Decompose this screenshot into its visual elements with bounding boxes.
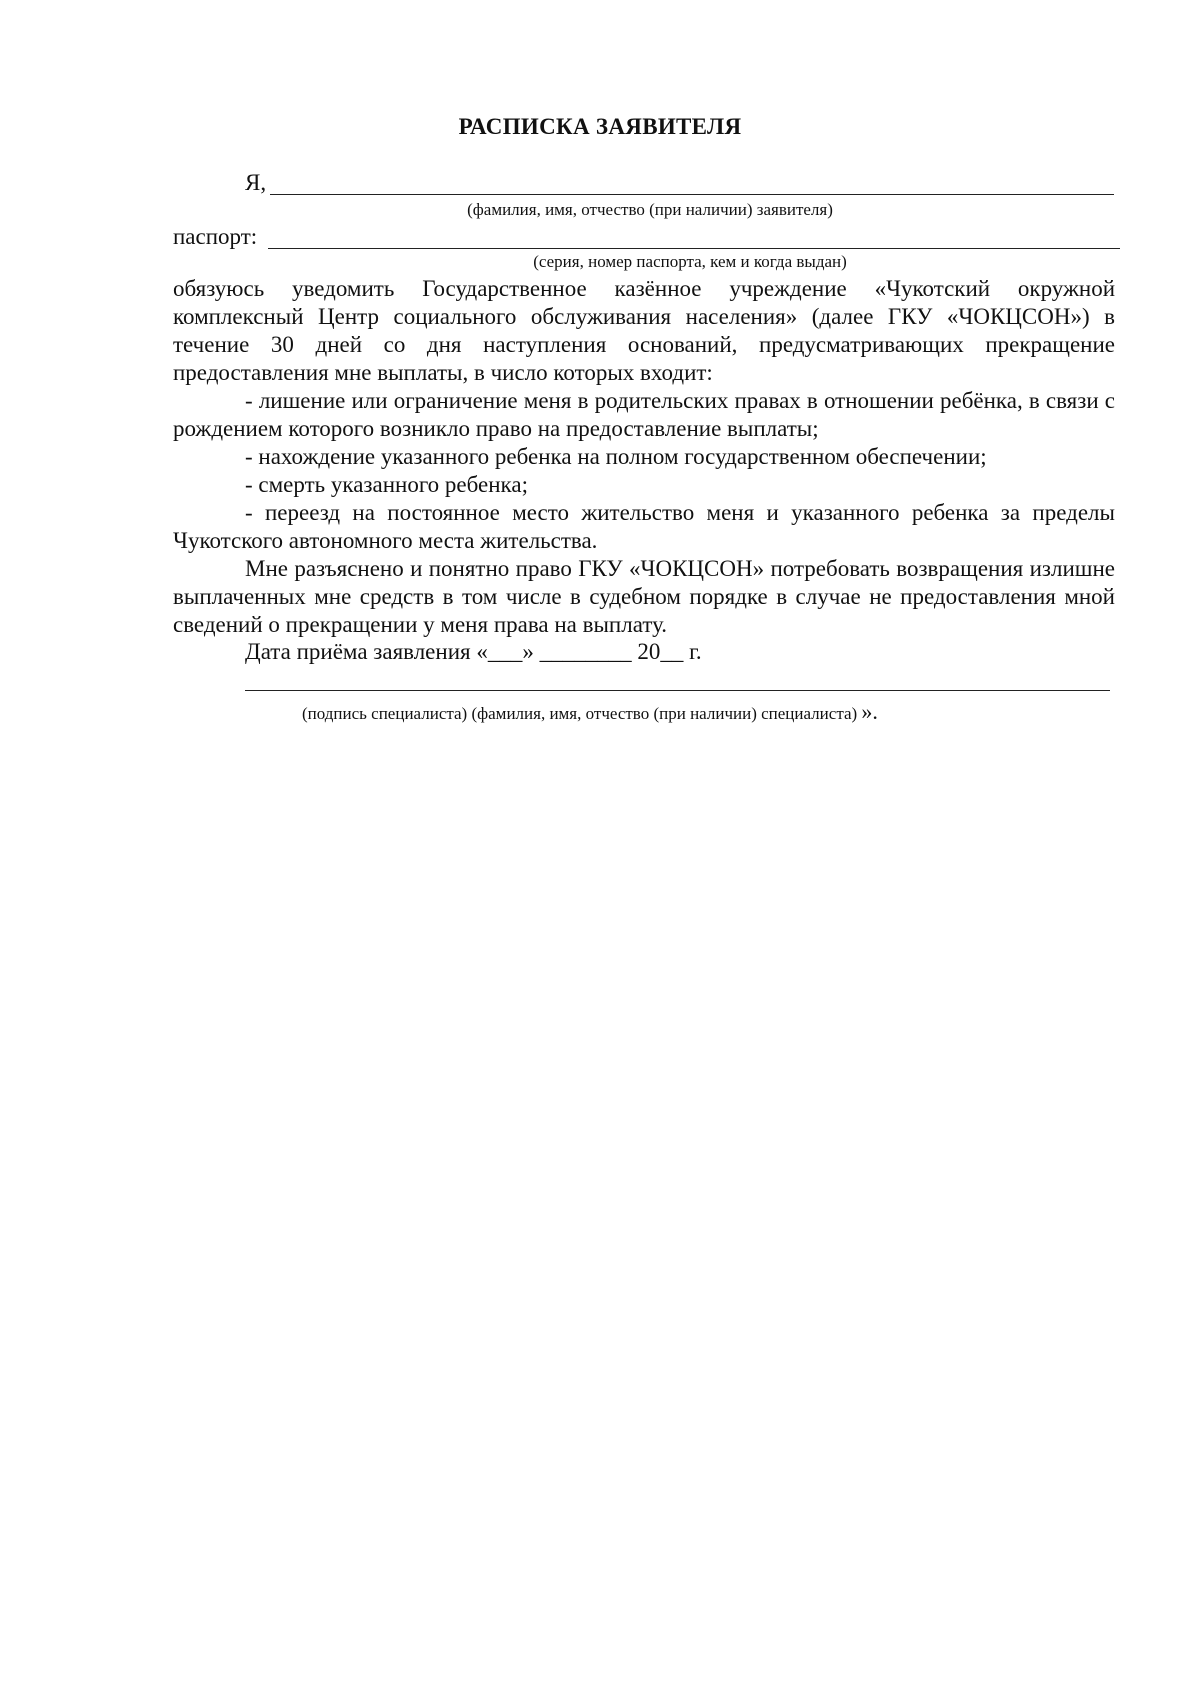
explanation-paragraph: Мне разъяснено и понятно право ГКУ «ЧОКЦСОН» потребовать возвращения излишне выплаченных мне средств в том числе в судебном порядке в случае не предоставления мной сведений о прекращении у меня права на выплату.: [173, 556, 1115, 637]
passport-field[interactable]: [268, 248, 1120, 249]
date-line: Дата приёма заявления «___» ________ 20__ г.: [245, 639, 702, 664]
document-title: РАСПИСКА ЗАЯВИТЕЛЯ: [458, 114, 742, 139]
passport-prefix: паспорт:: [173, 224, 258, 249]
closing-mark: ».: [861, 699, 878, 724]
ground-item: - смерть указанного ребенка;: [245, 472, 528, 497]
passport-caption: (серия, номер паспорта, кем и когда выдан): [533, 252, 847, 271]
intro-paragraph: обязуюсь уведомить Государственное казённое учреждение «Чукотский окружной комплексный Центр социального обслуживания населения» (далее ГКУ «ЧОКЦСОН») в течение 30 дней со дня наступления оснований, предусматривающих прекращение предоставления мне выплаты, в число которых входит:: [173, 276, 1115, 385]
signature-caption: (подпись специалиста) (фамилия, имя, отчество (при наличии) специалиста): [302, 704, 858, 723]
document-body: [173, 275, 1115, 639]
applicant-name-field[interactable]: [270, 194, 1114, 195]
ground-item: - лишение или ограничение меня в родительских правах в отношении ребёнка, в связи с рождением которого возникло право на предоставление выплаты;: [173, 388, 1115, 441]
signature-caption-row: [302, 699, 878, 725]
signature-field[interactable]: [245, 690, 1110, 691]
ground-item: - переезд на постоянное место жительство меня и указанного ребенка за пределы Чукотского автономного места жительства.: [173, 500, 1115, 553]
ground-item: - нахождение указанного ребенка на полном государственном обеспечении;: [245, 444, 987, 469]
applicant-caption: (фамилия, имя, отчество (при наличии) заявителя): [467, 200, 833, 219]
applicant-prefix: Я,: [245, 170, 267, 195]
